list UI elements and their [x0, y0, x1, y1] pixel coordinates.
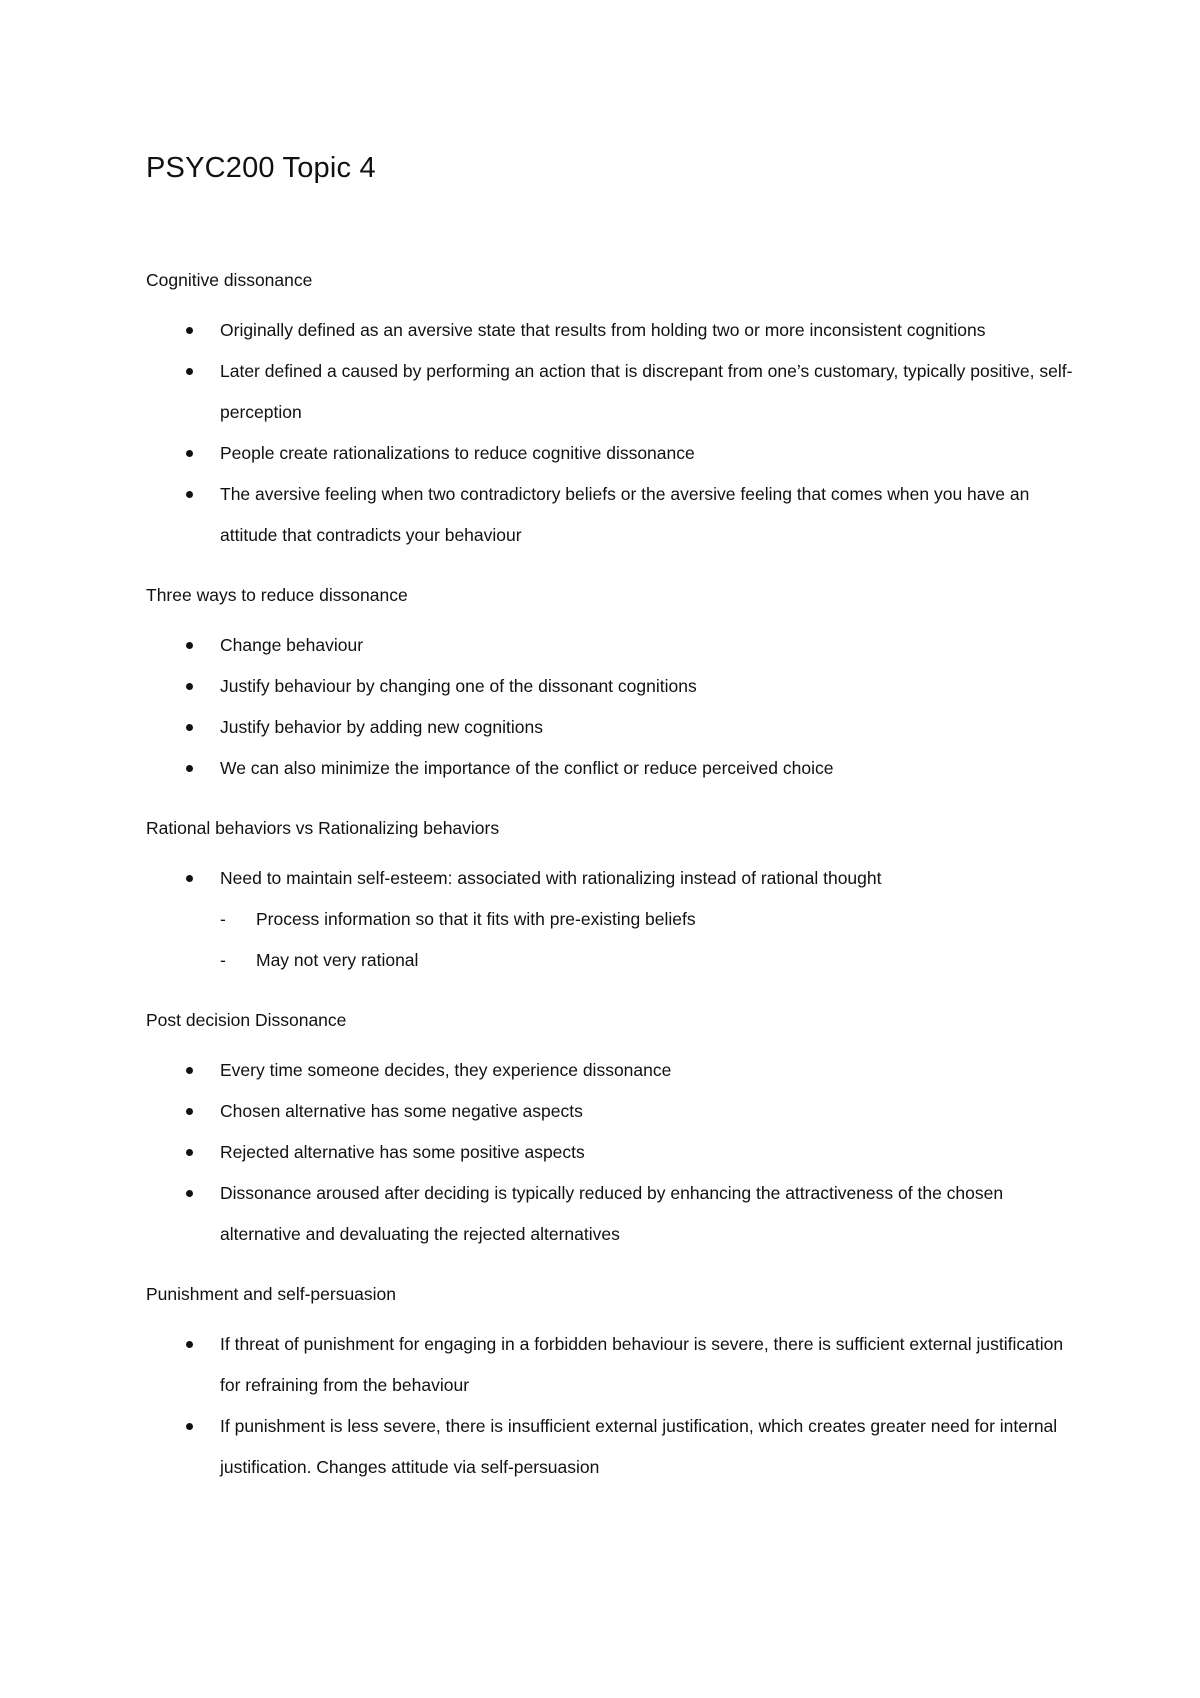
sub-list-item-text: Process information so that it fits with pre-existing beliefs: [256, 909, 696, 929]
dash-icon: -: [220, 909, 226, 929]
bullet-icon: [186, 1067, 193, 1074]
sections-container: [146, 268, 1076, 1488]
list-item-text: Chosen alternative has some negative aspects: [220, 1101, 583, 1121]
bullet-icon: [186, 724, 193, 731]
bullet-icon: [186, 765, 193, 772]
document-body: [146, 146, 1076, 1488]
list-item: [146, 858, 1076, 981]
list-item-text: We can also minimize the importance of the conflict or reduce perceived choice: [220, 758, 834, 778]
sub-list: [220, 899, 1076, 981]
section-heading: Rational behaviors vs Rationalizing behaviors: [146, 818, 500, 838]
list-item-text: Later defined a caused by performing an action that is discrepant from one’s customary, typically positive, self-perception: [220, 361, 1073, 422]
bullet-icon: [186, 491, 193, 498]
dash-icon: -: [220, 950, 226, 970]
sub-list-item: [146, 940, 1076, 981]
sub-list-item-text: May not very rational: [256, 950, 419, 970]
list-item-text: If punishment is less severe, there is insufficient external justification, which creates greater need for internal justification. Changes attitude via self-persuasion: [220, 1416, 1058, 1477]
bullet-icon: [186, 875, 193, 882]
list-item: [146, 1091, 1076, 1132]
bullet-list: [146, 625, 1076, 789]
section-heading: Punishment and self-persuasion: [146, 1284, 397, 1304]
list-item: [146, 1406, 1076, 1488]
bullet-icon: [186, 368, 193, 375]
bullet-list: [146, 310, 1076, 556]
list-item-text: Dissonance aroused after deciding is typically reduced by enhancing the attractiveness of the chosen alternative and devaluating the rejected alternatives: [220, 1183, 1004, 1244]
bullet-icon: [186, 450, 193, 457]
list-item-text: Need to maintain self-esteem: associated with rationalizing instead of rational thought: [220, 868, 882, 888]
sub-list-item: [146, 899, 1076, 940]
list-item-text: If threat of punishment for engaging in a forbidden behaviour is severe, there is sufficient external justification for refraining from the behaviour: [220, 1334, 1064, 1395]
list-item-text: Every time someone decides, they experience dissonance: [220, 1060, 672, 1080]
bullet-icon: [186, 1190, 193, 1197]
document-title: PSYC200 Topic 4: [146, 152, 376, 184]
bullet-icon: [186, 683, 193, 690]
list-item: [146, 1324, 1076, 1406]
bullet-icon: [186, 1341, 193, 1348]
list-item: [146, 707, 1076, 748]
document-section: [146, 816, 1076, 981]
list-item: [146, 625, 1076, 666]
bullet-list: [146, 858, 1076, 981]
document-section: [146, 268, 1076, 556]
list-item: [146, 666, 1076, 707]
list-item: [146, 1173, 1076, 1255]
list-item: [146, 474, 1076, 556]
section-heading: Cognitive dissonance: [146, 270, 313, 290]
list-item-text: Originally defined as an aversive state that results from holding two or more inconsistent cognitions: [220, 320, 986, 340]
list-item: [146, 351, 1076, 433]
section-heading: Three ways to reduce dissonance: [146, 585, 408, 605]
bullet-icon: [186, 327, 193, 334]
list-item: [146, 433, 1076, 474]
bullet-list: [146, 1324, 1076, 1488]
bullet-icon: [186, 1149, 193, 1156]
document-section: [146, 1282, 1076, 1488]
list-item: [146, 310, 1076, 351]
bullet-icon: [186, 642, 193, 649]
bullet-list: [146, 1050, 1076, 1255]
list-item: [146, 1132, 1076, 1173]
bullet-icon: [186, 1423, 193, 1430]
section-heading: Post decision Dissonance: [146, 1010, 347, 1030]
list-item-text: Rejected alternative has some positive aspects: [220, 1142, 585, 1162]
list-item: [146, 748, 1076, 789]
document-section: [146, 1008, 1076, 1255]
list-item: [146, 1050, 1076, 1091]
list-item-text: The aversive feeling when two contradictory beliefs or the aversive feeling that comes when you have an attitude that contradicts your behaviour: [220, 484, 1030, 545]
list-item-text: Change behaviour: [220, 635, 364, 655]
list-item-text: Justify behaviour by changing one of the dissonant cognitions: [220, 676, 697, 696]
document-section: [146, 583, 1076, 789]
list-item-text: People create rationalizations to reduce cognitive dissonance: [220, 443, 695, 463]
bullet-icon: [186, 1108, 193, 1115]
list-item-text: Justify behavior by adding new cognitions: [220, 717, 543, 737]
